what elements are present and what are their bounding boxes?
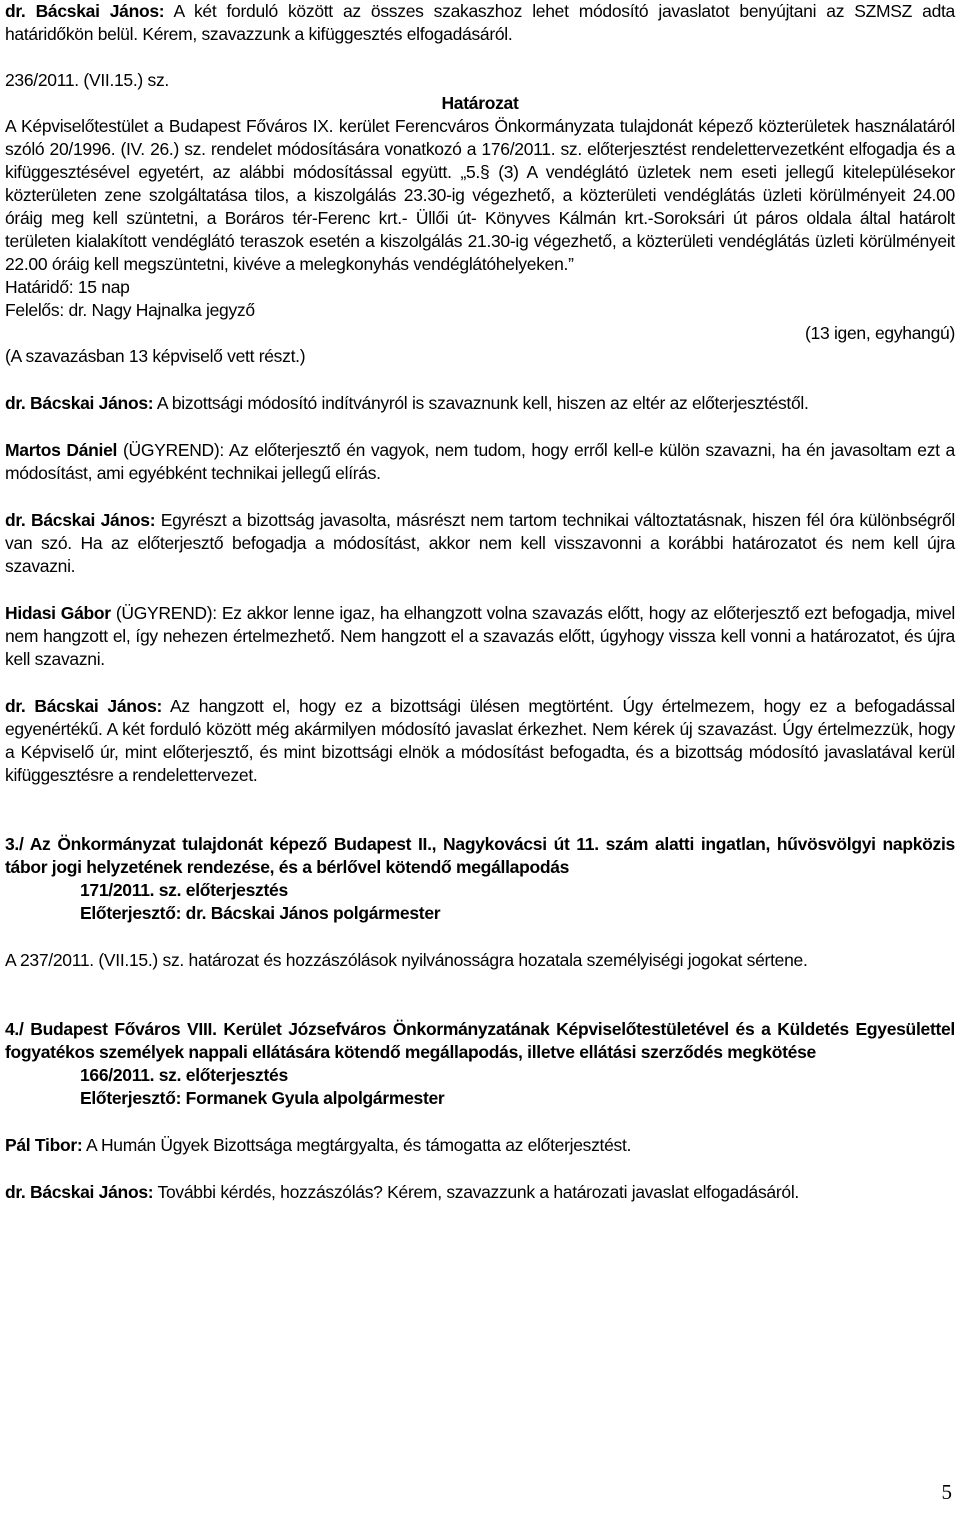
paragraph-bacskai-2 <box>5 392 955 415</box>
resolution-body: A Képviselőtestület a Budapest Főváros IX. kerület Ferencváros Önkormányzata tulajdonát képező közterületek használatáról szóló 20/1996. (IV. 26.) sz. rendelet módosítására vonatkozó a 176/2011. sz. előterjesztést rendelettervezetként elfogadja és a kifüggesztésével egyetért, az alábbi módosítással együtt. „5.§ (3) A vendéglátó üzletek nem eseti jellegű kitelepülésekor közterületen zene szolgáltatása tilos, a kiszolgálás 23.30-ig végezhető, a közterületi vendéglátás üzleti körülményeit 24.00 óráig meg kell szüntetni, a Boráros tér-Ferenc krt.- Üllői út- Könyves Kálmán krt.-Soroksári út páros oldala által határolt területen kialakított vendéglátó teraszok esetén a kiszolgálás 21.30-ig végezhető, a közterületi vendéglátás üzleti körülményeit 22.00 óráig kell megszüntetni, kivéve a melegkonyhás vendéglátóhelyeken.” <box>5 116 955 274</box>
paragraph-bacskai-5 <box>5 1181 955 1204</box>
speech-text: Az hangzott el, hogy ez a bizottsági ülésen megtörtént. Úgy értelmezem, hogy ez a befogadással egyenértékű. A két forduló között még akármilyen módosító javaslat érkezhet. Nem kérek új szavazást. Úgy értelmezzük, hogy a Képviselő úr, mint előterjesztő, és mint bizottsági elnök a módosítást befogadta, és a bizottság módosító javaslatával kerül kifüggesztésre a rendelettervezet. <box>5 696 956 785</box>
speaker-name: dr. Bácskai János: <box>5 1182 154 1202</box>
speech-text: Egyrészt a bizottság javasolta, másrészt nem tartom technikai változtatásnak, hiszen fél óra különbségről van szó. Ha az előterjesztő befogadja a módosítást, akkor nem kell visszavonni a korábbi határozatot és nem kell újra szavazni. <box>5 510 955 576</box>
agenda-item-3-presenter: Előterjesztő: dr. Bácskai János polgármester <box>80 903 441 923</box>
document-page <box>5 0 955 1204</box>
speech-text: A bizottsági módosító indítványról is szavaznunk kell, hiszen az eltér az előterjesztéstől. <box>153 393 809 413</box>
speaker-name: Martos Dániel <box>5 440 118 460</box>
paragraph-bacskai-4 <box>5 695 955 787</box>
speech-text: A Humán Ügyek Bizottsága megtárgyalta, és támogatta az előterjesztést. <box>82 1135 632 1155</box>
paragraph-pal <box>5 1134 955 1157</box>
speech-text: További kérdés, hozzászólás? Kérem, szavazzunk a határozati javaslat elfogadásáról. <box>153 1182 799 1202</box>
paragraph-bacskai-3 <box>5 509 955 578</box>
paragraph-martos <box>5 439 955 485</box>
speaker-name: Hidasi Gábor <box>5 603 111 623</box>
speech-text: (ÜGYREND): Ez akkor lenne igaz, ha elhangzott volna szavazás előtt, hogy az előterjesztő ezt befogadja, mivel nem hangzott el, így nehezen értelmezhető. Nem hangzott el a szavazás előtt, úgyhogy vissza kell vonni a határozatot, és újra kell szavazni. <box>5 603 955 669</box>
agenda-item-3-proposal: 171/2011. sz. előterjesztés <box>80 880 288 900</box>
speaker-name: dr. Bácskai János: <box>5 510 156 530</box>
speaker-name: dr. Bácskai János: <box>5 393 154 413</box>
agenda-item-3-note: A 237/2011. (VII.15.) sz. határozat és hozzászólások nyilvánosságra hozatala személyiségi jogokat sértene. <box>5 950 808 970</box>
paragraph-bacskai-1 <box>5 0 955 46</box>
resolution-deadline: Határidő: 15 nap <box>5 277 130 297</box>
vote-result: (13 igen, egyhangú) <box>805 323 955 343</box>
agenda-item-4-title: 4./ Budapest Főváros VIII. Kerület Józsefváros Önkormányzatának Képviselőtestületével és a Küldetés Egyesülettel fogyatékos személyek nappali ellátására kötendő megállapodás, illetve ellátási szerződés megkötése <box>5 1019 955 1062</box>
speaker-name: dr. Bácskai János: <box>5 1 165 21</box>
paragraph-hidasi <box>5 602 955 671</box>
resolution-heading: Határozat <box>441 93 519 113</box>
agenda-item-4-proposal: 166/2011. sz. előterjesztés <box>80 1065 288 1085</box>
page-number: 5 <box>941 1480 952 1504</box>
speech-text: A két forduló között az összes szakaszhoz lehet módosító javaslatot benyújtani az SZMSZ adta határidőkön belül. Kérem, szavazzunk a kifüggesztés elfogadásáról. <box>5 1 955 44</box>
speaker-name: dr. Bácskai János: <box>5 696 163 716</box>
agenda-item-3-title: 3./ Az Önkormányzat tulajdonát képező Budapest II., Nagykovácsi út 11. szám alatti ingatlan, hűvösvölgyi napközis tábor jogi helyzetének rendezése, és a bérlővel kötendő megállapodás <box>5 834 955 877</box>
speech-text: (ÜGYREND): Az előterjesztő én vagyok, nem tudom, hogy erről kell-e külön szavazni, ha én javasoltam ezt a módosítást, ami egyébként technikai jellegű elírás. <box>5 440 955 483</box>
resolution-responsible: Felelős: dr. Nagy Hajnalka jegyző <box>5 300 255 320</box>
vote-participants: (A szavazásban 13 képviselő vett részt.) <box>5 346 306 366</box>
speaker-name: Pál Tibor: <box>5 1135 83 1155</box>
resolution-number: 236/2011. (VII.15.) sz. <box>5 70 169 90</box>
agenda-item-4-presenter: Előterjesztő: Formanek Gyula alpolgármester <box>80 1088 445 1108</box>
vote-block <box>5 322 955 368</box>
